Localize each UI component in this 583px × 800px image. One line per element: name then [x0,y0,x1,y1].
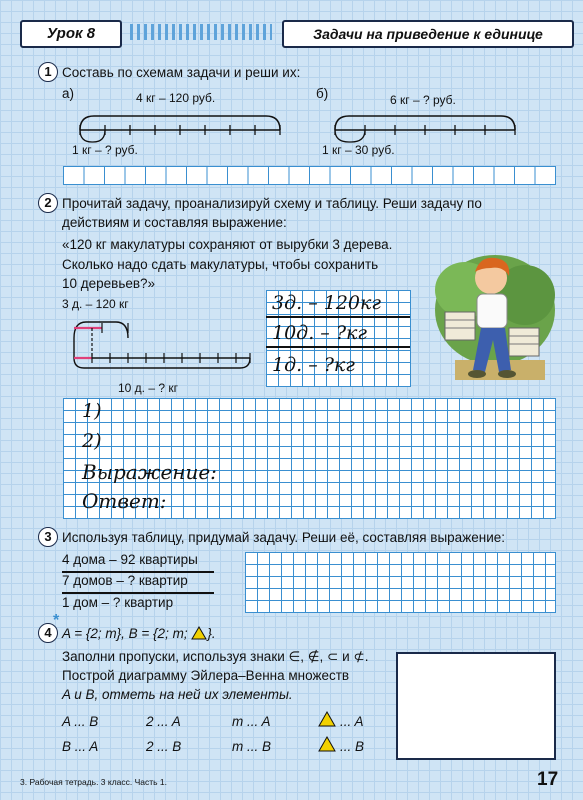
task-2-answer-1: 1) [82,400,102,422]
task-2-answer-result: Ответ: [82,489,167,513]
lesson-box [20,20,122,48]
task-2-table-row-2: 10д. – ?кг [272,322,367,344]
triangle-icon [318,711,336,727]
task-4-row-1-item-4[interactable]: ... A [340,714,364,729]
page-number: 17 [537,769,559,790]
task-2-scheme-bottom: 10 д. – ? кг [118,381,178,395]
task-1-text: Составь по схемам задачи и реши их: [62,65,301,80]
task-4-sets: A = {2; m}, B = {2; m; }. [62,626,216,641]
scheme-2 [62,308,262,383]
task-3-answer-grid[interactable] [245,552,556,613]
task-2-quote-3: 10 деревьев?» [62,276,156,291]
task-1a-top: 4 кг – 120 руб. [136,91,216,105]
footer-source: 3. Рабочая тетрадь. 3 класс. Часть 1. [20,777,168,787]
task-2-text-2: действиям и составляя выражение: [62,215,287,230]
task-4-row-1-item-2[interactable]: 2 ... A [146,714,181,729]
triangle-icon [318,736,336,752]
task-4-row-2-item-1[interactable]: B ... A [62,739,99,754]
task-4-text-3: A и B, отметь на ней их элементы. [62,687,293,702]
task-3-row-1: 4 дома – 92 квартиры [62,552,198,567]
task-4-row-2-item-3[interactable]: m ... B [232,739,272,754]
task-2-table-row-1: 3д. – 120кг [272,292,381,314]
task-3-line-2 [62,592,214,594]
task-2-quote-2: Сколько надо сдать макулатуры, чтобы сохранить [62,257,379,272]
task-3-number: 3 [38,527,58,547]
task-4-row-1-item-3[interactable]: m ... A [232,714,271,729]
task-1b-top: 6 кг – ? руб. [390,93,456,107]
task-2-table-line-1 [266,316,410,318]
scheme-1a [70,100,290,144]
task-4-row-2-item-4[interactable]: ... B [340,739,365,754]
topic-box [282,20,574,48]
venn-diagram-box[interactable] [396,652,556,760]
task-2-answer-expression: Выражение: [82,460,217,484]
task-2-text-1: Прочитай задачу, проанализируй схему и таблицу. Реши задачу по [62,196,482,211]
header-bar [12,20,572,44]
task-4-text-1: Заполни пропуски, используя знаки ∈, ∉, ⊂ и ⊄. [62,649,369,664]
task-1b-label: б) [316,86,329,101]
lesson-title: Урок 8 [46,25,96,42]
task-3-text: Используя таблицу, придумай задачу. Реши её, составляя выражение: [62,530,505,545]
task-1b-bottom: 1 кг – 30 руб. [322,143,395,157]
task-4-row-1-item-1[interactable]: A ... B [62,714,99,729]
task-2-table-row-3: 1д. – ?кг [272,354,355,376]
topic-title: Задачи на приведение к единице [313,26,543,42]
scheme-1b [325,100,525,144]
task-1a-label: а) [62,86,75,101]
task-3-row-3: 1 дом – ? квартир [62,595,174,610]
triangle-icon [191,626,207,640]
task-2-answer-2: 2) [82,430,102,452]
task-4-row-2-item-2[interactable]: 2 ... B [146,739,182,754]
header-stripes [130,24,272,40]
task-2-table-line-2 [266,346,410,348]
task-2-number: 2 [38,193,58,213]
task-1a-bottom: 1 кг – ? руб. [72,143,138,157]
task-4-text-2: Построй диаграмму Эйлера–Венна множеств [62,668,350,683]
task-2-scheme-top: 3 д. – 120 кг [62,297,129,311]
task-3-table [62,550,217,612]
task-4-number: 4 [38,623,58,643]
task-1-answer-grid[interactable] [63,166,556,185]
task-2-quote-1: «120 кг макулатуры сохраняют от вырубки 3 дерева. [62,237,393,252]
task-4-star: * [53,612,60,629]
task-3-row-2: 7 домов – ? квартир [62,573,188,588]
task-1-number: 1 [38,62,58,82]
boy-illustration [425,250,560,390]
